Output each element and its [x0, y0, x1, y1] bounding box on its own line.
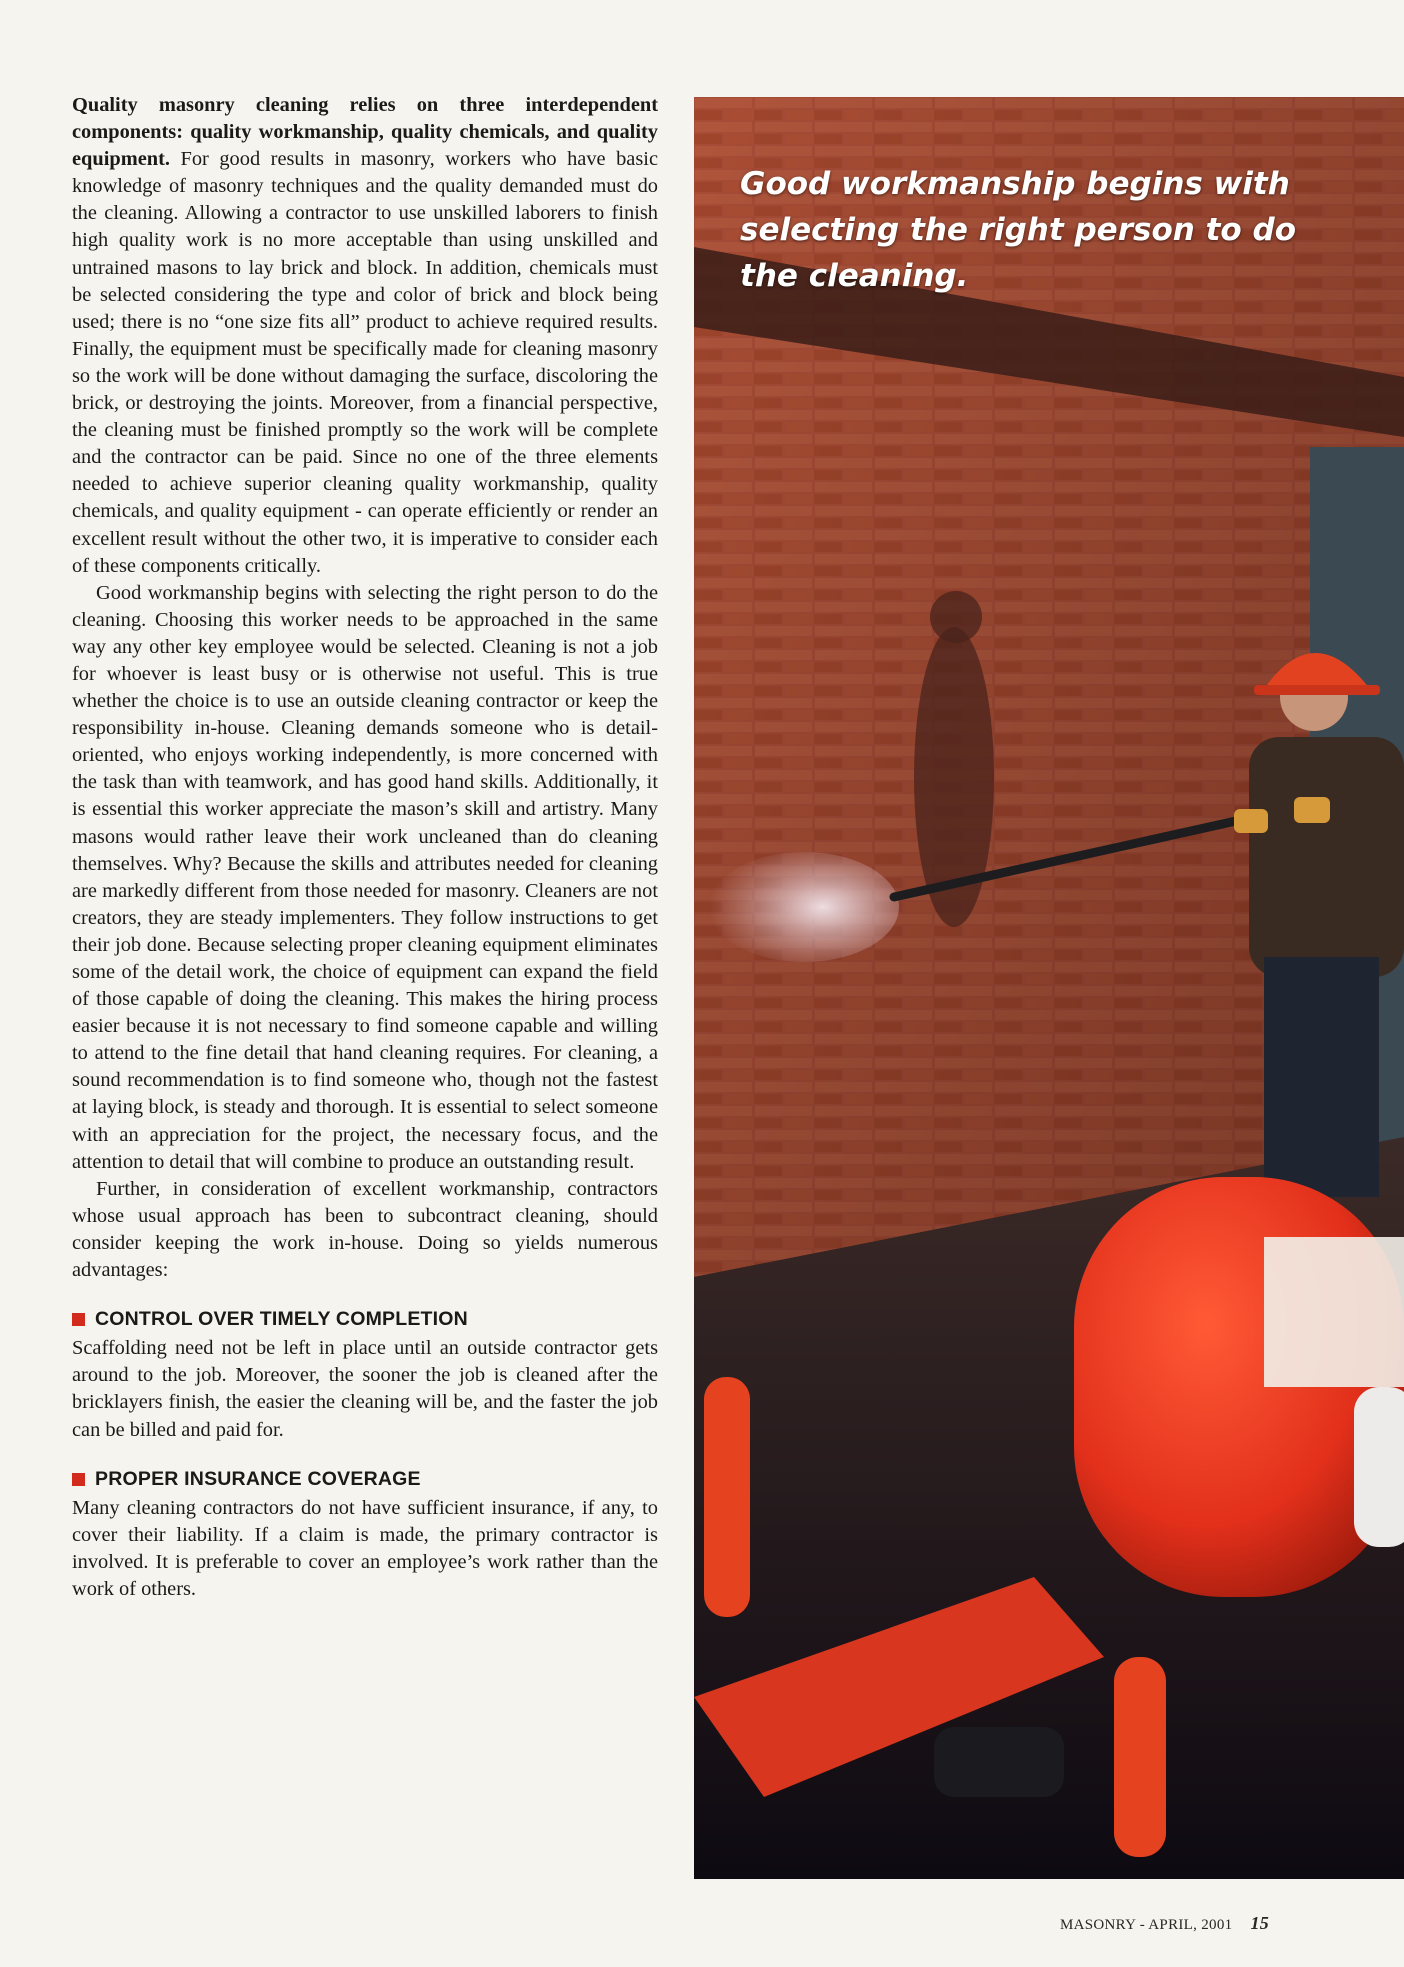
paragraph-in-house: Further, in consideration of excellent workmanship, contractors whose usual approach has been to subcontract cleaning, should consider keeping the work in-house. Doing so yields numerous advantages:: [72, 1177, 658, 1282]
page-footer: [1060, 1913, 1269, 1934]
paragraph-timely-completion: Scaffolding need not be left in place until an outside contractor gets around to the job. Moreover, the sooner the job is cleaned after the bricklayers finish, the easier the cleaning will be, and the faster the job can be billed and paid for.: [72, 1337, 658, 1441]
water-spray: [709, 852, 899, 962]
paragraph-intro-text: For good results in masonry, workers who have basic knowledge of masonry techniques and the quality demanded must do the cleaning. Allowing a contractor to use unskilled laborers to finish high quality work is no more acceptable than using unskilled and untrained masons to lay brick and block. In addition, chemicals must be selected considering the type and color of brick and block being used; there is no “one size fits all” product to achieve required results. Finally, the equipment must be specifically made for cleaning masonry so the work will be done without damaging the surface, discoloring the brick, or destroying the joints. Moreover, from a financial perspective, the cleaning must be finished promptly so the work will be complete and the contractor can be paid. Since no one of the three elements needed to achieve superior cleaning quality workmanship, quality chemicals, and quality equipment - can operate efficiently or render an excellent result without the other two, it is imperative to consider each of these components critically.: [72, 148, 658, 577]
square-bullet-icon: [72, 1473, 85, 1486]
lead-sentence: Quality masonry cleaning relies on three interdependent components: quality workmanship, quality chemicals, and quality equipment.: [72, 94, 658, 171]
section-heading-timely-completion: [72, 1306, 658, 1333]
section-heading-text: CONTROL OVER TIMELY COMPLETION: [95, 1308, 468, 1331]
paragraph-intro: [72, 92, 658, 580]
photo-caption: Good workmanship begins with selecting the right person to do the cleaning.: [740, 166, 1297, 294]
publication-info: MASONRY - APRIL, 2001: [1060, 1917, 1233, 1933]
glove: [1234, 809, 1268, 833]
square-bullet-icon: [72, 1313, 85, 1326]
photo-illustration: [694, 97, 1404, 1879]
section-heading-insurance: [72, 1466, 658, 1493]
page-number: 15: [1250, 1913, 1270, 1933]
paragraph-insurance: Many cleaning contractors do not have sufficient insurance, if any, to cover their liability. If a claim is made, the primary contractor is involved. It is preferable to cover an employee’s work rather than the work of others.: [72, 1496, 658, 1600]
article-body: [72, 92, 658, 1603]
paragraph-workmanship: Good workmanship begins with selecting the right person to do the cleaning. Choosing this worker needs to be approached in the same way any other key employee would be selected. Cleaning is not a job for whoever is least busy or is otherwise not useful. This is true whether the choice is to use an outside cleaning contractor or keep the responsibility in-house. Cleaning demands someone who is detail-oriented, who enjoys working independently, is more concerned with the task than with teamwork, and has good hand skills. Additionally, it is essential this worker appreciate the mason’s skill and artistry. Many masons would rather leave their work uncleaned than do cleaning themselves. Why? Because the skills and attributes needed for cleaning are markedly different from those needed for masonry. Cleaners are not creators, they are steady implementers. They follow instructions to get their job done. Because selecting proper cleaning equipment eliminates some of the detail work, the choice of equipment can expand the field of those capable of doing the cleaning. This makes the hiring process easier because it is not necessary to find someone capable and willing to attend to the fine detail that hand cleaning requires. For cleaning, a sound recommendation is to find someone who, though not the fastest at laying block, is steady and thorough. It is essential to select someone with an appreciation for the project, the necessary focus, and the attention to detail that will combine to produce an outstanding result.: [72, 581, 658, 1173]
bollard: [704, 1377, 750, 1617]
photo-worker-pressure-washing: [694, 97, 1404, 1879]
section-heading-text: PROPER INSURANCE COVERAGE: [95, 1467, 421, 1490]
